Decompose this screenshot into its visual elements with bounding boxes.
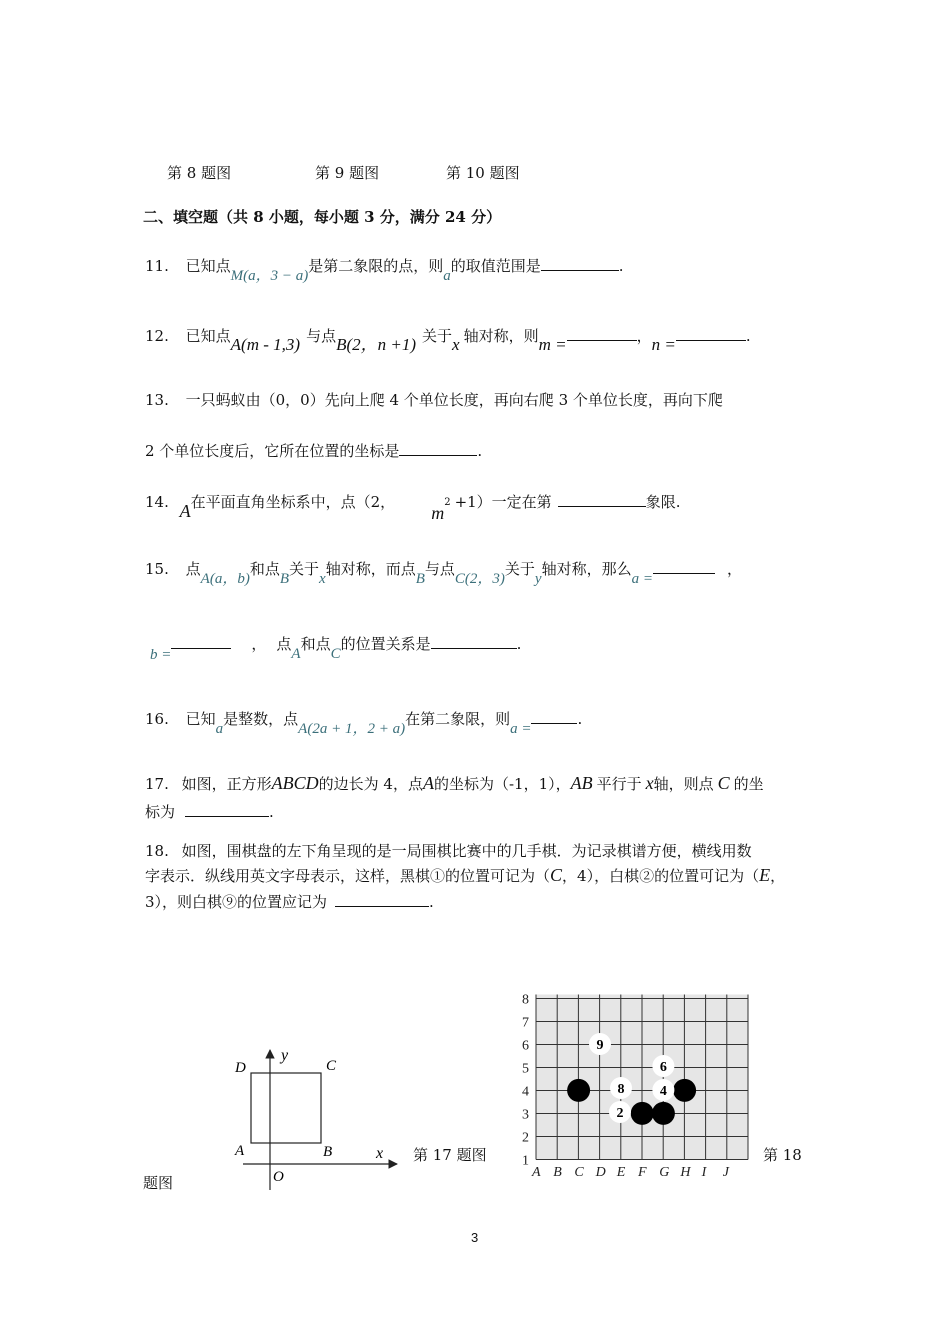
question-15-line1: 15. 点A(a，b)和点B关于x轴对称，而点B与点C(2，3)关于y轴对称，那么a =， — [145, 560, 742, 587]
column-label: E — [616, 1165, 626, 1180]
question-number: 11. — [145, 257, 169, 275]
label-y: y — [281, 1047, 289, 1064]
go-board-grid — [536, 995, 748, 1160]
question-17-line1: 17. 如图，正方形ABCD的边长为 4，点A的坐标为（-1，1），AB 平行于 x轴，则点 C 的坐 — [145, 773, 764, 793]
caption-fig18-part2: 题图 — [143, 1174, 174, 1192]
black-stone-5 — [652, 1102, 675, 1125]
caption-fig18-part1: 第 18 — [763, 1146, 802, 1164]
page-number: 3 — [471, 1230, 479, 1245]
column-label: J — [722, 1165, 730, 1180]
answer-blank[interactable] — [431, 634, 517, 649]
stone-label-4: 4 — [659, 1084, 667, 1099]
label-c: C — [326, 1058, 337, 1074]
column-label: G — [659, 1165, 670, 1180]
label-x: x — [376, 1145, 384, 1162]
question-16: 16. 已知a是整数，点A(2a + 1，2 + a)在第二象限，则a =. — [145, 710, 583, 737]
caption-fig9: 第 9 题图 — [315, 164, 380, 182]
column-label: H — [680, 1165, 691, 1180]
answer-blank-n[interactable] — [676, 326, 746, 341]
row-label: 3 — [522, 1107, 529, 1123]
question-14: 14. A在平面直角坐标系中，点（2，$m^2 +1$）一定在第 象限. — [145, 493, 681, 523]
column-label: I — [701, 1165, 707, 1180]
question-11: 11. 已知点M(a，3 − a)是第二象限的点，则a的取值范围是 . — [145, 257, 624, 284]
answer-blank[interactable] — [541, 256, 619, 271]
section-heading: 二、填空题（共 8 小题，每小题 3 分，满分 24 分） — [143, 208, 502, 226]
figure-17-square — [225, 1042, 405, 1192]
figure-18-go-board — [520, 978, 760, 1182]
answer-blank[interactable] — [531, 709, 577, 724]
question-13-line2: 2 个单位长度后，它所在位置的坐标是 . — [145, 442, 483, 460]
row-label: 2 — [522, 1130, 529, 1146]
stone-label-9: 9 — [596, 1038, 604, 1053]
question-18-line1: 18. 如图，围棋盘的左下角呈现的是一局围棋比赛中的几手棋．为记录棋谱方便，横线用数 — [145, 842, 752, 860]
answer-blank[interactable] — [185, 802, 269, 817]
stone-label-8: 8 — [617, 1082, 625, 1097]
question-18-line2: 字表示．纵线用英文字母表示，这样，黑棋①的位置可记为（C，4），白棋②的位置可记为（E， — [145, 865, 786, 885]
row-label: 5 — [522, 1061, 529, 1077]
column-label: F — [638, 1165, 647, 1180]
black-stone-1 — [567, 1079, 590, 1102]
row-label: 1 — [522, 1153, 529, 1169]
question-18-line3: 3），则白棋⑨的位置应记为 . — [145, 893, 434, 911]
label-d: D — [235, 1060, 246, 1076]
square-abcd — [251, 1073, 321, 1143]
stone-label-6: 6 — [659, 1060, 667, 1075]
row-label: 8 — [522, 992, 529, 1008]
column-label: B — [553, 1165, 562, 1180]
question-15-line2: b =， 点A和点C的位置关系是 . — [150, 635, 522, 663]
column-label: A — [532, 1165, 541, 1180]
row-label: 7 — [522, 1015, 529, 1031]
stone-label-2: 2 — [616, 1106, 624, 1121]
black-stone-3 — [631, 1102, 654, 1125]
answer-blank-b[interactable] — [171, 634, 231, 649]
answer-blank[interactable] — [399, 441, 477, 456]
answer-blank[interactable] — [558, 492, 646, 507]
label-b: B — [323, 1144, 333, 1160]
question-13-line1: 13. 一只蚂蚁由（0，0）先向上爬 4 个单位长度，再向右爬 3 个单位长度，再向下爬 — [145, 391, 723, 409]
column-label: D — [595, 1165, 606, 1180]
answer-blank-a[interactable] — [653, 559, 715, 574]
answer-blank[interactable] — [335, 892, 429, 907]
answer-blank-m[interactable] — [567, 326, 637, 341]
column-label: C — [574, 1165, 584, 1180]
question-17-line2: 标为 . — [145, 803, 274, 821]
question-12: 12. 已知点A(m - 1,3) 与点B(2，n +1) 关于x 轴对称，则m = ，n = . — [145, 327, 751, 354]
caption-fig8: 第 8 题图 — [167, 164, 232, 182]
row-label: 4 — [522, 1084, 529, 1100]
row-label: 6 — [522, 1038, 529, 1054]
label-o: O — [273, 1169, 284, 1185]
caption-fig10: 第 10 题图 — [446, 164, 520, 182]
label-a: A — [235, 1143, 245, 1159]
caption-fig17: 第 17 题图 — [413, 1146, 487, 1164]
black-stone-7 — [673, 1079, 696, 1102]
